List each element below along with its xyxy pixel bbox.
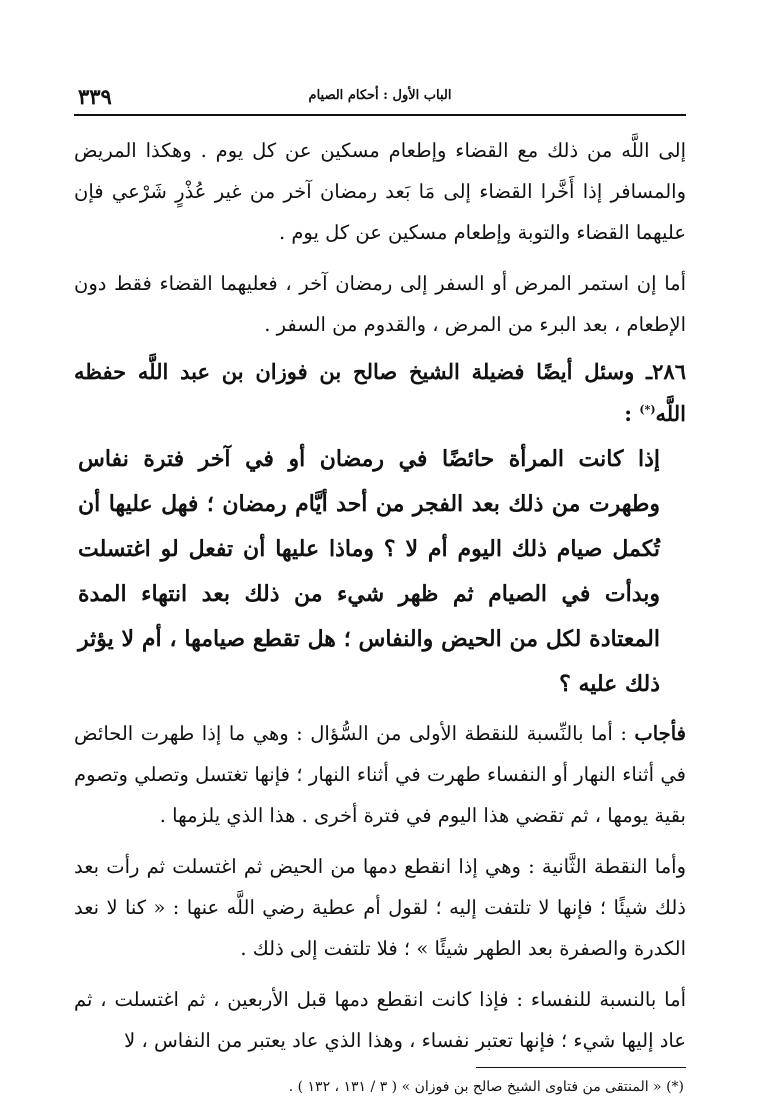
answer-label: فأجاب <box>634 722 686 745</box>
question-heading <box>74 353 686 433</box>
footnote-reference[interactable]: (*) <box>639 403 656 416</box>
header-divider <box>74 114 686 116</box>
answer-text-1: : أما بالنِّسبة للنقطة الأولى من السُّؤال : وهي ما إذا طهرت الحائض في أثناء النهار أو النفساء طهرت في أثناء النهار ؛ فإنها تغتسل وتصلي وتصوم بقية يومها ، ثم تقضي هذا اليوم في فترة أخرى . هذا الذي يلزمها . <box>74 722 686 827</box>
answer-paragraph-3: أما بالنسبة للنفساء : فإذا كانت انقطع دمها قبل الأربعين ، ثم اغتسلت ، ثم عاد إليها شيء ؛ فإنها تعتبر نفساء ، وهذا الذي عاد يعتبر من النفاس ، لا <box>74 988 686 1052</box>
footnote-marker: (*) <box>666 1079 684 1095</box>
running-header <box>74 84 686 114</box>
question-text: إذا كانت المرأة حائضًا في رمضان أو في آخر فترة نفاس وطهرت من ذلك بعد الفجر من أحد أيَّام رمضان ؛ فهل عليها أن تُكمل صيام ذلك اليوم أم لا ؟ وماذا عليها أن تفعل لو اغتسلت وبدأت في الصيام ثم ظهر شيء من ذلك بعد انتهاء المدة المعتادة لكل من الحيض والنفاس ؛ هل تقطع صيامها ، أم لا يؤثر ذلك عليه ؟ <box>78 446 660 697</box>
answer-paragraph-1 <box>74 713 686 836</box>
question-heading-text: ٢٨٦ـ وسئل أيضًا فضيلة الشيخ صالح بن فوزان بن عبد اللَّه حفظه اللَّه <box>74 359 686 426</box>
question-heading-tail: : <box>624 401 640 426</box>
answer-paragraph-2: وأما النقطة الثَّانية : وهي إذا انقطع دمها من الحيض ثم اغتسلت ثم رأت بعد ذلك شيئًا ؛ فإنها لا تلتفت إليه ؛ لقول أم عطية رضي اللَّه عنها : « كنا لا نعد الكدرة والصفرة بعد الطهر شيئًا » ؛ فلا تلتفت إلى ذلك . <box>74 855 686 960</box>
answer-paragraph-3-wrap <box>74 979 686 1068</box>
page-body <box>74 130 686 1098</box>
page-number: ٣٣٩ <box>78 84 112 109</box>
paragraph-2: أما إن استمر المرض أو السفر إلى رمضان آخر ، فعليهما القضاء فقط دون الإطعام ، بعد البرء من المرض ، والقدوم من السفر . <box>74 272 686 336</box>
footnote <box>74 1076 686 1098</box>
footnote-text: « المنتقى من فتاوى الشيخ صالح بن فوزان » ( ٣ / ١٣١ ، ١٣٢ ) . <box>288 1079 667 1095</box>
footnote-separator <box>476 1067 686 1068</box>
chapter-title: الباب الأول : أحكام الصيام <box>308 88 452 103</box>
paragraph-1: إلى اللَّه من ذلك مع القضاء وإطعام مسكين عن كل يوم . وهكذا المريض والمسافر إذا أَخَّرا القضاء إلى مَا بَعد رمضان آخر من غير عُذْرٍ شَرْعي فإن عليهما القضاء والتوبة وإطعام مسكين عن كل يوم . <box>74 139 686 244</box>
